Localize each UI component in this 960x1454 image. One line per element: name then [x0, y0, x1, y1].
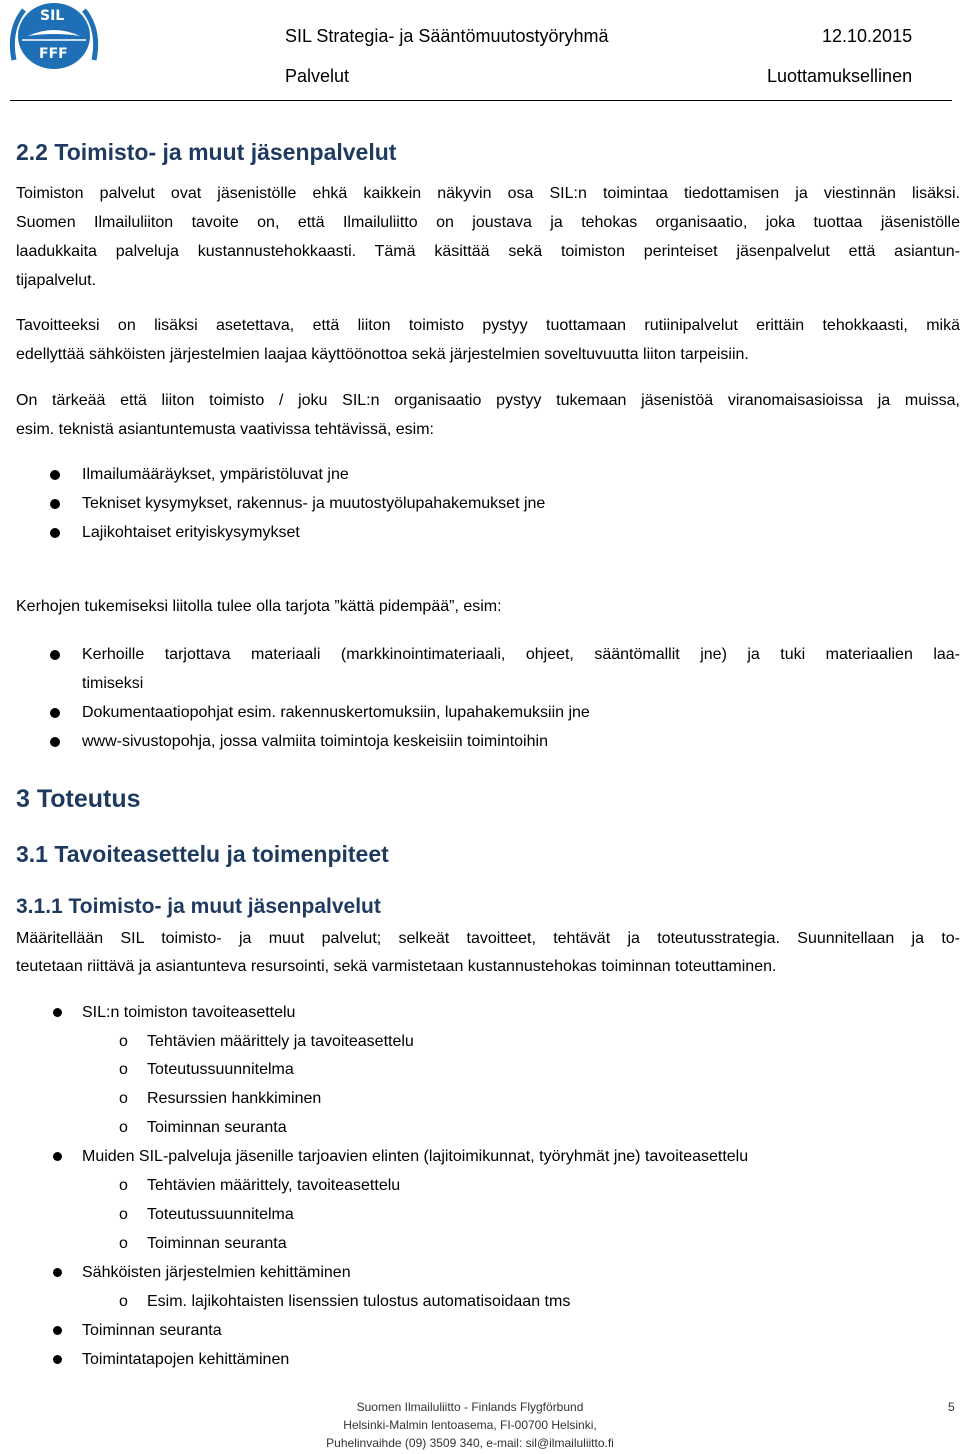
paragraph-line: Toimiston palvelut ovat jäsenistölle ehkä kaikkein näkyvin osa SIL:n toimintaa tiedottamisen ja viestinnän lisäksi.	[16, 185, 960, 202]
sub-bullet-icon: o	[119, 1033, 128, 1050]
bullet-icon	[50, 737, 60, 747]
paragraph-line: Tavoitteeksi on lisäksi asetettava, että liiton toimisto pystyy tuottamaan rutiinipalvelut erittäin tehokkaasti, mikä	[16, 317, 960, 334]
sub-list-item: Esim. lajikohtaisten lisenssien tulostus automatisoidaan tms	[147, 1293, 571, 1310]
sil-logo	[6, 0, 102, 70]
sub-list-item: Toteutussuunnitelma	[147, 1206, 294, 1223]
sub-list-item: Toteutussuunnitelma	[147, 1061, 294, 1078]
bullet-icon	[50, 708, 60, 718]
paragraph-line: Suomen Ilmailuliiton tavoite on, että Ilmailuliitto on joustava ja tehokas organisaatio, joka tuottaa jäsenistölle	[16, 214, 960, 231]
list-item: SIL:n toimiston tavoiteasettelu	[82, 1004, 296, 1021]
footer-contact: Puhelinvaihde (09) 3509 340, e-mail: sil@ilmailuliitto.fi	[326, 1436, 614, 1450]
list-item: Ilmailumääräykset, ympäristöluvat jne	[82, 466, 349, 483]
paragraph-line: tijapalvelut.	[16, 272, 97, 289]
sub-bullet-icon: o	[119, 1119, 128, 1136]
bullet-icon	[53, 1152, 62, 1161]
header-divider	[10, 100, 952, 101]
page-number: 5	[948, 1400, 955, 1414]
paragraph-line: esim. teknistä asiantuntemusta vaativissa tehtävissä, esim:	[16, 421, 434, 438]
heading-3: 3 Toteutus	[16, 785, 141, 813]
heading-2-2: 2.2 Toimisto- ja muut jäsenpalvelut	[16, 139, 397, 165]
list-item: Muiden SIL-palveluja jäsenille tarjoavien elinten (lajitoimikunnat, työryhmät jne) tavoiteasettelu	[82, 1148, 749, 1165]
sub-list-item: Resurssien hankkiminen	[147, 1090, 322, 1107]
paragraph-line: Kerhojen tukemiseksi liitolla tulee olla tarjota ”kättä pidempää”, esim:	[16, 598, 502, 615]
footer-address: Helsinki-Malmin lentoasema, FI-00700 Helsinki,	[343, 1418, 597, 1432]
list-item: Toimintatapojen kehittäminen	[82, 1351, 290, 1368]
heading-3-1-1: 3.1.1 Toimisto- ja muut jäsenpalvelut	[16, 895, 381, 918]
sub-bullet-icon: o	[119, 1177, 128, 1194]
paragraph-line: teutetaan riittävä ja asiantunteva resursointi, sekä varmistetaan kustannustehokas toiminnan toteuttaminen.	[16, 958, 777, 975]
bullet-icon	[53, 1008, 62, 1017]
header-title: SIL Strategia- ja Sääntömuutostyöryhmä	[285, 26, 609, 46]
bullet-icon	[53, 1355, 62, 1364]
list-item: Kerhoille tarjottava materiaali (markkinointimateriaali, ohjeet, sääntömallit jne) ja tuki materiaalien laa-	[82, 646, 960, 663]
header-classification: Luottamuksellinen	[767, 66, 913, 86]
sub-bullet-icon: o	[119, 1061, 128, 1078]
sub-bullet-icon: o	[119, 1235, 128, 1252]
sub-list-item: Tehtävien määrittely, tavoiteasettelu	[147, 1177, 401, 1194]
bullet-icon	[50, 470, 60, 480]
sub-list-item: Toiminnan seuranta	[147, 1119, 287, 1136]
header-date: 12.10.2015	[822, 26, 913, 46]
bullet-icon	[50, 499, 60, 509]
sub-bullet-icon: o	[119, 1090, 128, 1107]
paragraph-line: edellyttää sähköisten järjestelmien laajaa käyttöönottoa sekä järjestelmien soveltuvuutta liiton tarpeisiin.	[16, 346, 749, 363]
footer-organization: Suomen Ilmailuliitto - Finlands Flygförbund	[356, 1400, 584, 1414]
paragraph-line: On tärkeää että liiton toimisto / joku SIL:n organisaatio pystyy tukemaan jäsenistöä viranomaisasioissa ja muissa,	[16, 392, 960, 409]
bullet-icon	[53, 1326, 62, 1335]
heading-3-1: 3.1 Tavoiteasettelu ja toimenpiteet	[16, 841, 389, 867]
header-section: Palvelut	[285, 66, 350, 86]
sub-list-item: Tehtävien määrittely ja tavoiteasettelu	[147, 1033, 414, 1050]
sub-list-item: Toiminnan seuranta	[147, 1235, 287, 1252]
list-item: Sähköisten järjestelmien kehittäminen	[82, 1264, 351, 1281]
list-item: www-sivustopohja, jossa valmiita toimintoja keskeisiin toimintoihin	[82, 733, 548, 750]
bullet-icon	[50, 650, 60, 660]
list-item: Lajikohtaiset erityiskysymykset	[82, 524, 300, 541]
list-item-continuation: timiseksi	[82, 675, 144, 692]
sub-bullet-icon: o	[119, 1293, 128, 1310]
bullet-icon	[50, 528, 60, 538]
list-item: Dokumentaatiopohjat esim. rakennuskertomuksiin, lupahakemuksiin jne	[82, 704, 590, 721]
list-item: Toiminnan seuranta	[82, 1322, 222, 1339]
paragraph-line: laadukkaita palveluja kustannustehokkaasti. Tämä käsittää sekä toimiston perinteiset jäsenpalvelut että asiantun-	[16, 243, 960, 260]
logo-text-bottom: FFF	[39, 46, 68, 62]
sub-bullet-icon: o	[119, 1206, 128, 1223]
list-item: Tekniset kysymykset, rakennus- ja muutostyölupahakemukset jne	[82, 495, 546, 512]
paragraph-line: Määritellään SIL toimisto- ja muut palvelut; selkeät tavoitteet, tehtävät ja toteutusstrategia. Suunnitellaan ja to-	[16, 930, 960, 947]
logo-text-top: SIL	[40, 8, 65, 24]
bullet-icon	[53, 1268, 62, 1277]
